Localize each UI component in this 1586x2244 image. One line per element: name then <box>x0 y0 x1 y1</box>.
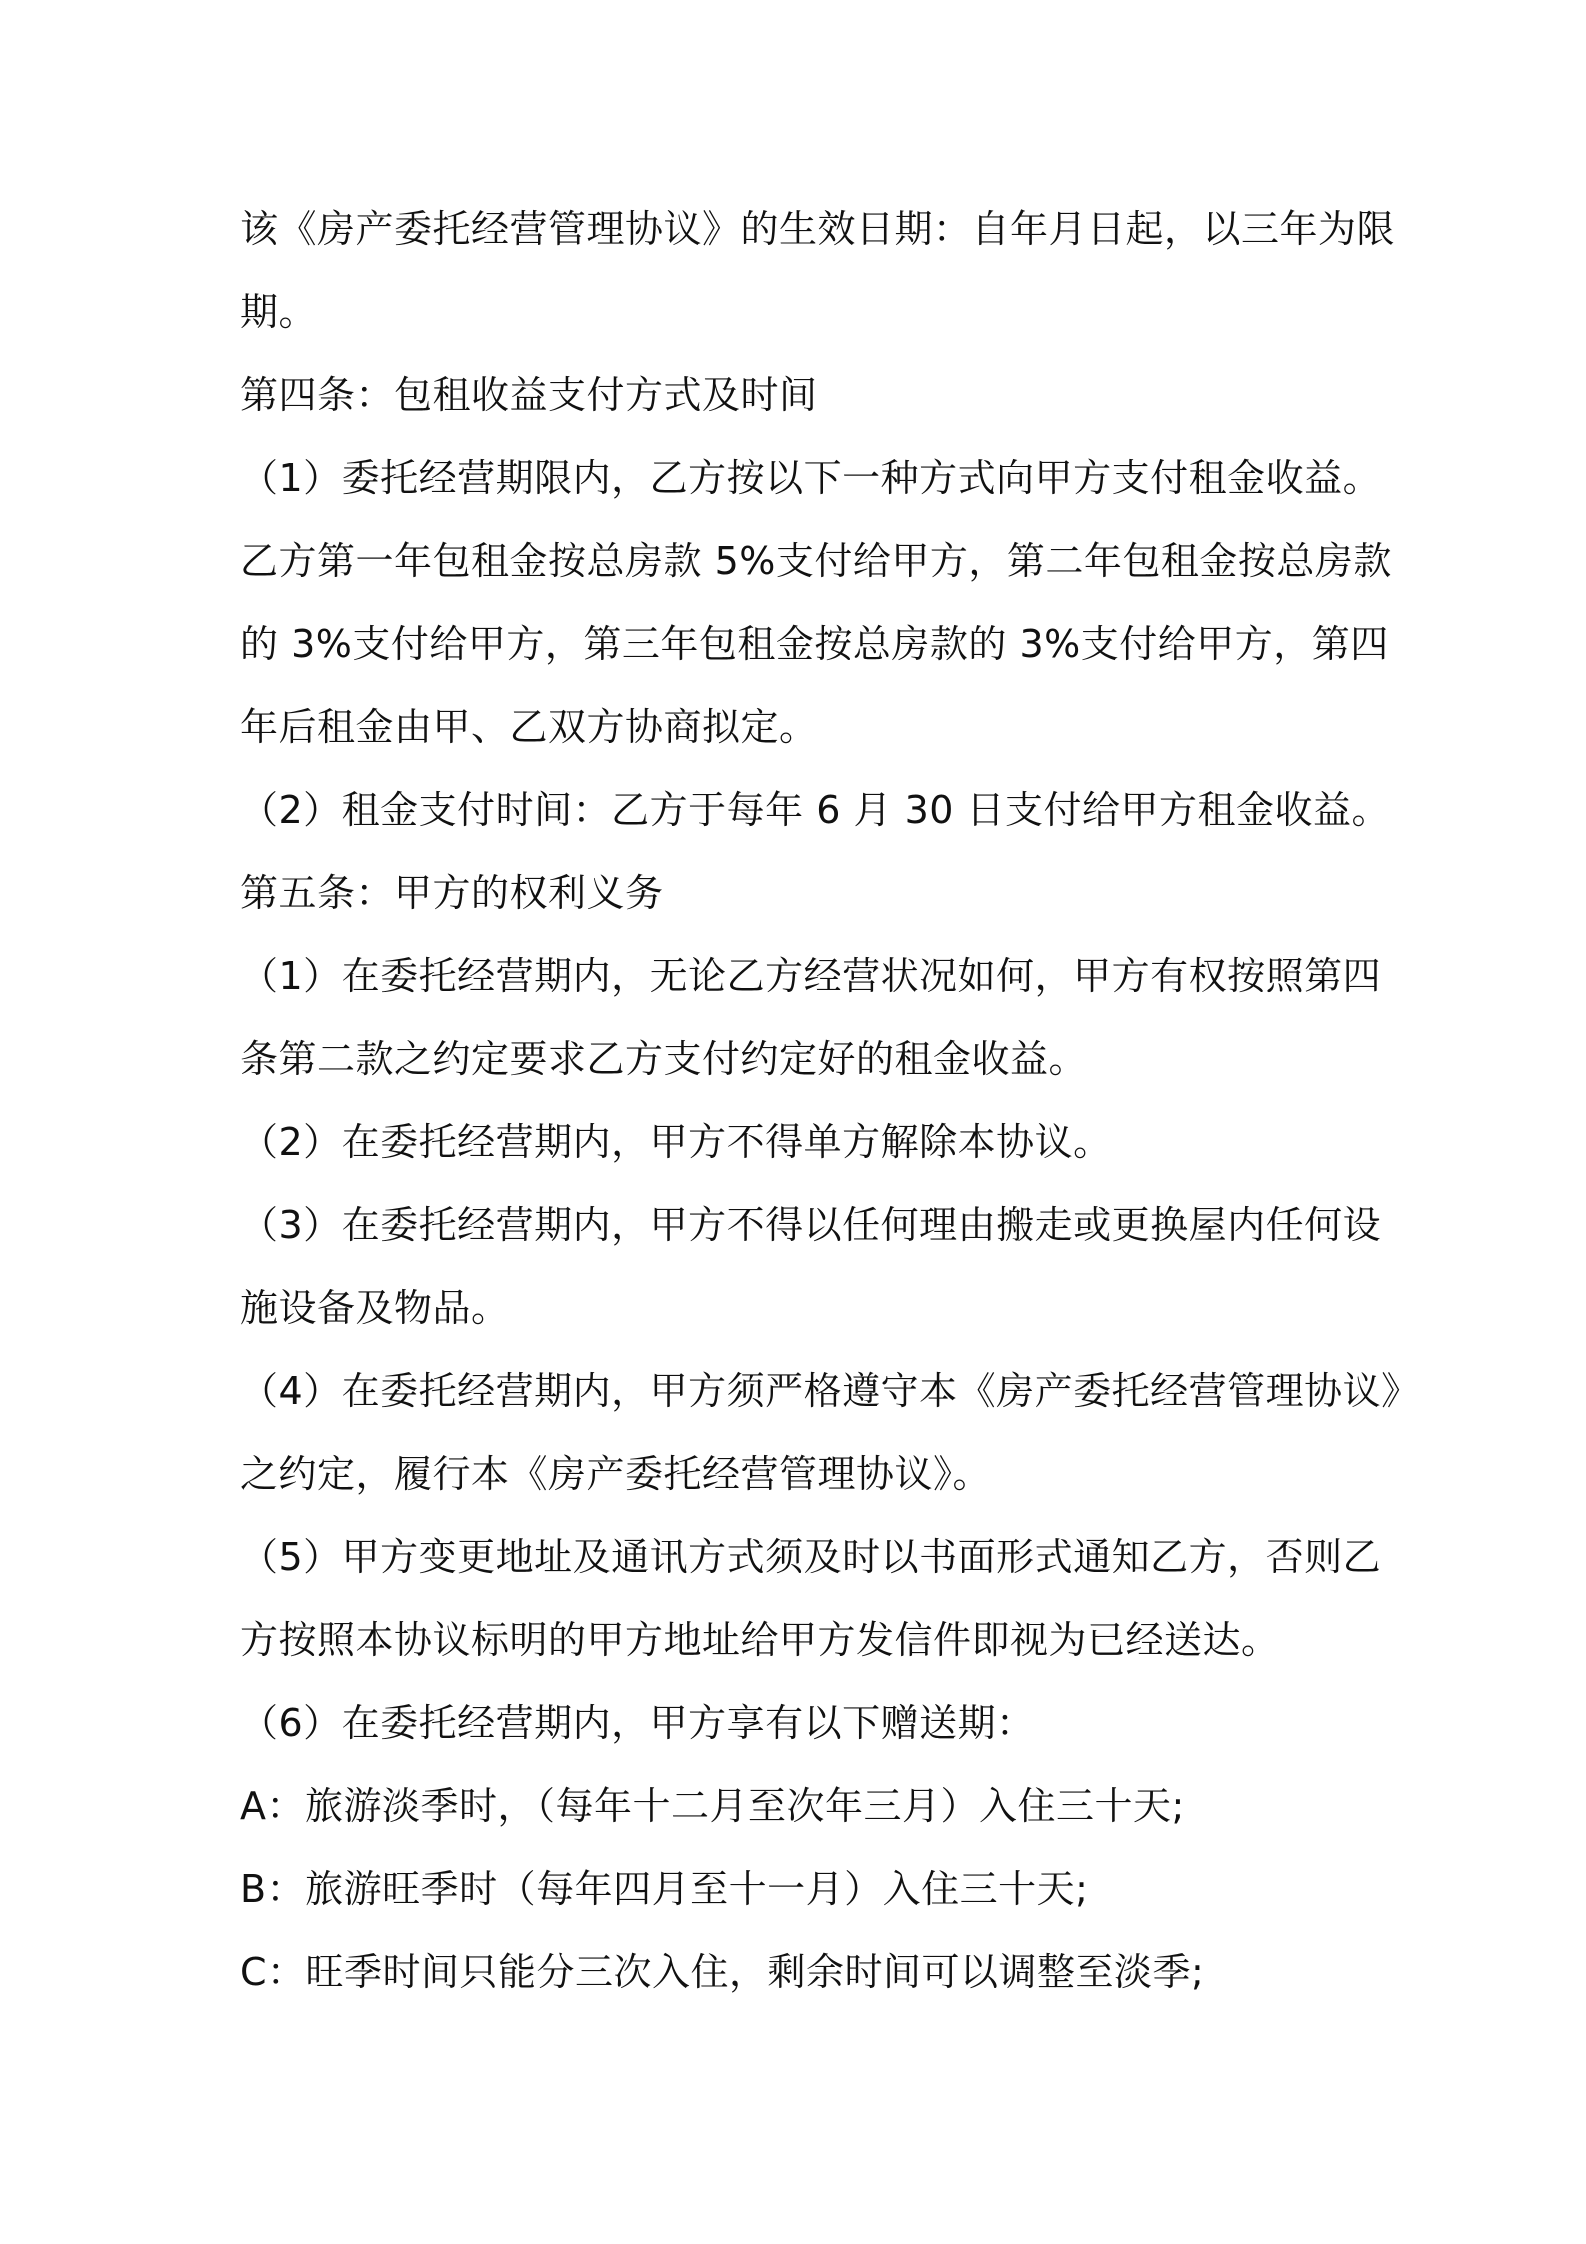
text-line: （2）租金支付时间：乙方于每年 6 月 30 日支付给甲方租金收益。 <box>240 788 1391 832</box>
text-line: （1）在委托经营期内，无论乙方经营状况如何，甲方有权按照第四 <box>240 954 1382 998</box>
text-line: 乙方第一年包租金按总房款 5%支付给甲方，第二年包租金按总房款 <box>240 539 1392 583</box>
text-line: C：旺季时间只能分三次入住，剩余时间可以调整至淡季; <box>240 1950 1205 1994</box>
text-line: （5）甲方变更地址及通讯方式须及时以书面形式通知乙方，否则乙 <box>240 1535 1382 1579</box>
text-line: A：旅游淡季时，（每年十二月至次年三月）入住三十天; <box>240 1784 1185 1828</box>
section-heading: 第四条：包租收益支付方式及时间 <box>240 373 818 417</box>
text-line: （3）在委托经营期内，甲方不得以任何理由搬走或更换屋内任何设 <box>240 1203 1382 1247</box>
text-line: 施设备及物品。 <box>240 1286 510 1330</box>
text-line: 期。 <box>240 290 318 334</box>
text-line: 方按照本协议标明的甲方地址给甲方发信件即视为已经送达。 <box>240 1618 1280 1662</box>
text-line: 年后租金由甲、乙双方协商拟定。 <box>240 705 818 749</box>
text-line: （6）在委托经营期内，甲方享有以下赠送期： <box>240 1701 1035 1745</box>
text-line: 之约定，履行本《房产委托经营管理协议》。 <box>240 1452 992 1496</box>
text-line: B：旅游旺季时（每年四月至十一月）入住三十天; <box>240 1867 1089 1911</box>
text-line: （2）在委托经营期内，甲方不得单方解除本协议。 <box>240 1120 1112 1164</box>
document-page <box>240 196 1420 2022</box>
section-heading: 第五条：甲方的权利义务 <box>240 871 664 915</box>
text-line: （4）在委托经营期内，甲方须严格遵守本《房产委托经营管理协议》 <box>240 1369 1420 1413</box>
text-line: 的 3%支付给甲方，第三年包租金按总房款的 3%支付给甲方，第四 <box>240 622 1389 666</box>
text-line: 条第二款之约定要求乙方支付约定好的租金收益。 <box>240 1037 1088 1081</box>
text-line: （1）委托经营期限内，乙方按以下一种方式向甲方支付租金收益。 <box>240 456 1382 500</box>
text-line: 该《房产委托经营管理协议》的生效日期：自年月日起，以三年为限 <box>240 207 1396 251</box>
